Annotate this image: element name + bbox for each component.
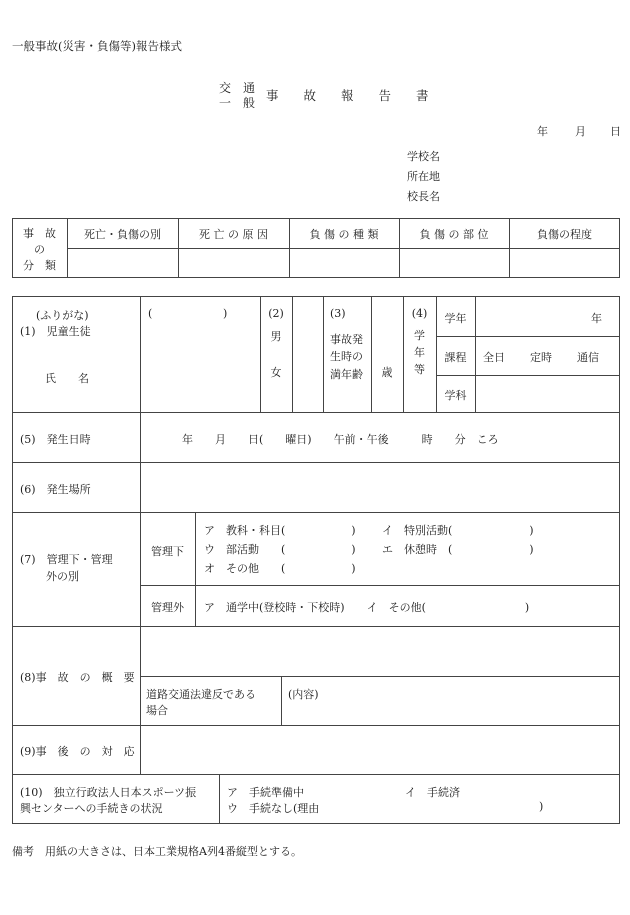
datetime-label: (5) 発生日時 [20, 433, 91, 446]
management-label-1: (7) 管理下・管理 [20, 553, 113, 566]
title-type-general: 一 般 [219, 96, 256, 110]
sex-number: (2) [268, 307, 284, 320]
form-label: 一般事故(災害・負傷等)報告様式 [12, 39, 182, 53]
date-year: 年 [537, 125, 548, 138]
violation-label-1: 道路交通法違反である [146, 688, 256, 701]
course-full-time: 全日 [483, 351, 505, 364]
procedure-label-2: 興センターへの手続きの状況 [20, 802, 163, 815]
sex-male: 男 [270, 330, 282, 343]
grade-label: 学年 [444, 312, 467, 325]
place-label: (6) 発生場所 [20, 483, 91, 496]
age-label-3: 満年齢 [330, 368, 363, 381]
under-option-other: オ その他 ( ) [204, 562, 356, 575]
sex-female: 女 [270, 366, 282, 379]
school-name-label: 学校名 [407, 150, 440, 163]
col-injury-part: 負 傷 の 部 位 [419, 228, 489, 241]
course-correspondence: 通信 [577, 351, 599, 364]
grade-number: (4) [411, 307, 428, 320]
student-label: (1) 児童生徒 [20, 325, 91, 338]
grade-unit: 年 [591, 312, 602, 325]
procedure-option-preparing: ア 手続準備中 [227, 786, 304, 799]
col-death-injury: 死亡・負傷の別 [84, 228, 161, 241]
age-unit: 歳 [381, 366, 393, 379]
furigana-paren-open: ( [148, 307, 153, 320]
classification-label-1: 事 故 [23, 227, 56, 240]
age-label-1: 事故発 [330, 333, 363, 346]
datetime-value: 年 月 日( 曜日) 午前・午後 時 分 ころ [182, 433, 499, 446]
date-day: 日 [610, 125, 621, 138]
procedure-option-none: ウ 手続なし(理由 [227, 802, 320, 815]
under-option-subject: ア 教科・科目( ) [204, 524, 356, 537]
date-month: 月 [575, 125, 586, 138]
title-type-traffic: 交 通 [219, 81, 256, 95]
department-label: 学科 [444, 389, 467, 402]
outside-management-label: 管理外 [151, 601, 184, 614]
grade-label-3: 等 [414, 363, 425, 376]
col-death-cause: 死 亡 の 原 因 [199, 228, 268, 241]
age-label-2: 生時の [330, 350, 363, 363]
outside-options: ア 通学中(登校時・下校時) イ その他( ) [204, 601, 530, 614]
under-management-label: 管理下 [151, 545, 184, 558]
col-injury-degree: 負傷の程度 [537, 228, 592, 241]
school-address-label: 所在地 [407, 170, 440, 183]
page-title: 事 故 報 告 書 [266, 88, 429, 103]
summary-label: (8)事 故 の 概 要 [20, 671, 135, 684]
furigana-label: (ふりがな) [36, 309, 89, 322]
procedure-option-done: イ 手続済 [405, 786, 460, 799]
course-part-time: 定時 [530, 351, 552, 364]
management-label-2: 外の別 [46, 570, 79, 583]
classification-label-2: の [34, 243, 45, 256]
grade-label-2: 年 [414, 346, 425, 359]
furigana-paren-close: ) [223, 307, 228, 320]
violation-label-2: 場合 [146, 704, 168, 717]
age-number: (3) [330, 307, 346, 320]
classification-label-3: 分 類 [23, 259, 56, 272]
procedure-label-1: (10) 独立行政法人日本スポーツ振 [20, 786, 197, 799]
grade-label-1: 学 [414, 329, 425, 342]
remarks-note: 備考 用紙の大きさは、日本工業規格A列4番縦型とする。 [12, 845, 302, 858]
response-label: (9)事 後 の 対 応 [20, 745, 135, 758]
col-injury-type: 負 傷 の 種 類 [309, 228, 379, 241]
under-option-special: イ 特別活動( ) [382, 524, 534, 537]
under-option-club: ウ 部活動 ( ) [204, 543, 356, 556]
procedure-reason-close: ) [539, 800, 544, 813]
under-option-break: エ 休憩時 ( ) [382, 543, 534, 556]
student-name-label: 氏 名 [45, 372, 89, 385]
violation-content-label: (内容) [288, 688, 319, 701]
principal-name-label: 校長名 [407, 190, 440, 203]
course-label: 課程 [444, 351, 467, 364]
